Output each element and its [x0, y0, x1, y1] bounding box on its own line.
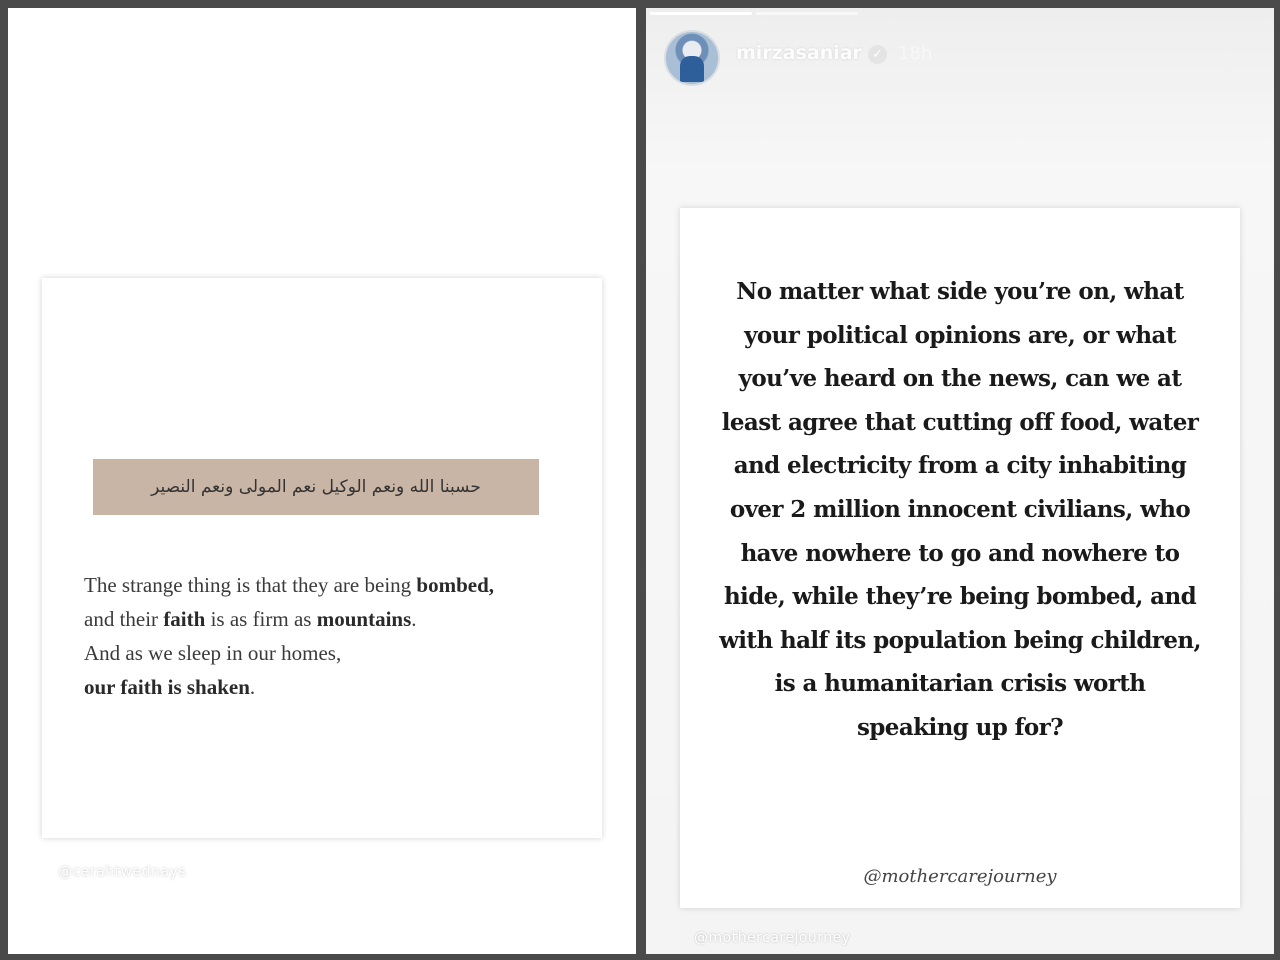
quote-text: .	[411, 607, 417, 631]
story-progress-bar	[650, 12, 752, 15]
right-source-tag[interactable]: @mothercarejourney	[694, 930, 851, 946]
quote-bold-text: bombed,	[416, 573, 495, 597]
left-story-card	[42, 278, 602, 838]
username-link[interactable]: mirzasaniar	[736, 42, 862, 64]
left-story-panel[interactable]	[8, 8, 636, 954]
post-time: 18h	[898, 43, 933, 64]
quote-text: is as firm as	[205, 607, 317, 631]
story-main-text: No matter what side you’re on, what your political opinions are, or what you’ve heard on the news, can we at least agree that cutting off food, water and electricity from a city inhabiting over 2 million innocent civilians, who have nowhere to go and nowhere to hide, while they’re being bombed, and with half its population being children, is a humanitarian crisis worth speaking up for?	[719, 278, 1201, 741]
avatar[interactable]	[664, 30, 720, 86]
signature-handle: @mothercarejourney	[863, 866, 1057, 887]
quote-text: and their	[84, 607, 164, 631]
quote-line	[84, 670, 584, 704]
quote-line	[84, 602, 584, 636]
story-quote	[84, 568, 584, 704]
quote-bold-text: our faith is shaken	[84, 675, 250, 699]
arabic-text: حسبنا الله ونعم الوكيل نعم المولى ونعم النصير	[151, 477, 481, 497]
verified-check-icon: ✓	[868, 45, 887, 64]
more-options-icon[interactable]	[1220, 36, 1240, 72]
quote-text: The strange thing is that they are being	[84, 573, 417, 597]
quote-bold-text: faith	[163, 607, 206, 631]
right-story-panel[interactable]	[646, 8, 1274, 954]
left-source-tag[interactable]: @cerahtwednays	[58, 864, 186, 880]
arabic-text-box	[93, 459, 539, 515]
right-story-card	[680, 208, 1240, 908]
quote-text: .	[249, 675, 256, 699]
quote-line	[84, 568, 584, 602]
story-progress-bar	[756, 12, 858, 15]
quote-line	[84, 636, 584, 670]
quote-bold-text: mountains	[316, 607, 412, 631]
quote-text: And as we sleep in our homes,	[84, 641, 342, 665]
